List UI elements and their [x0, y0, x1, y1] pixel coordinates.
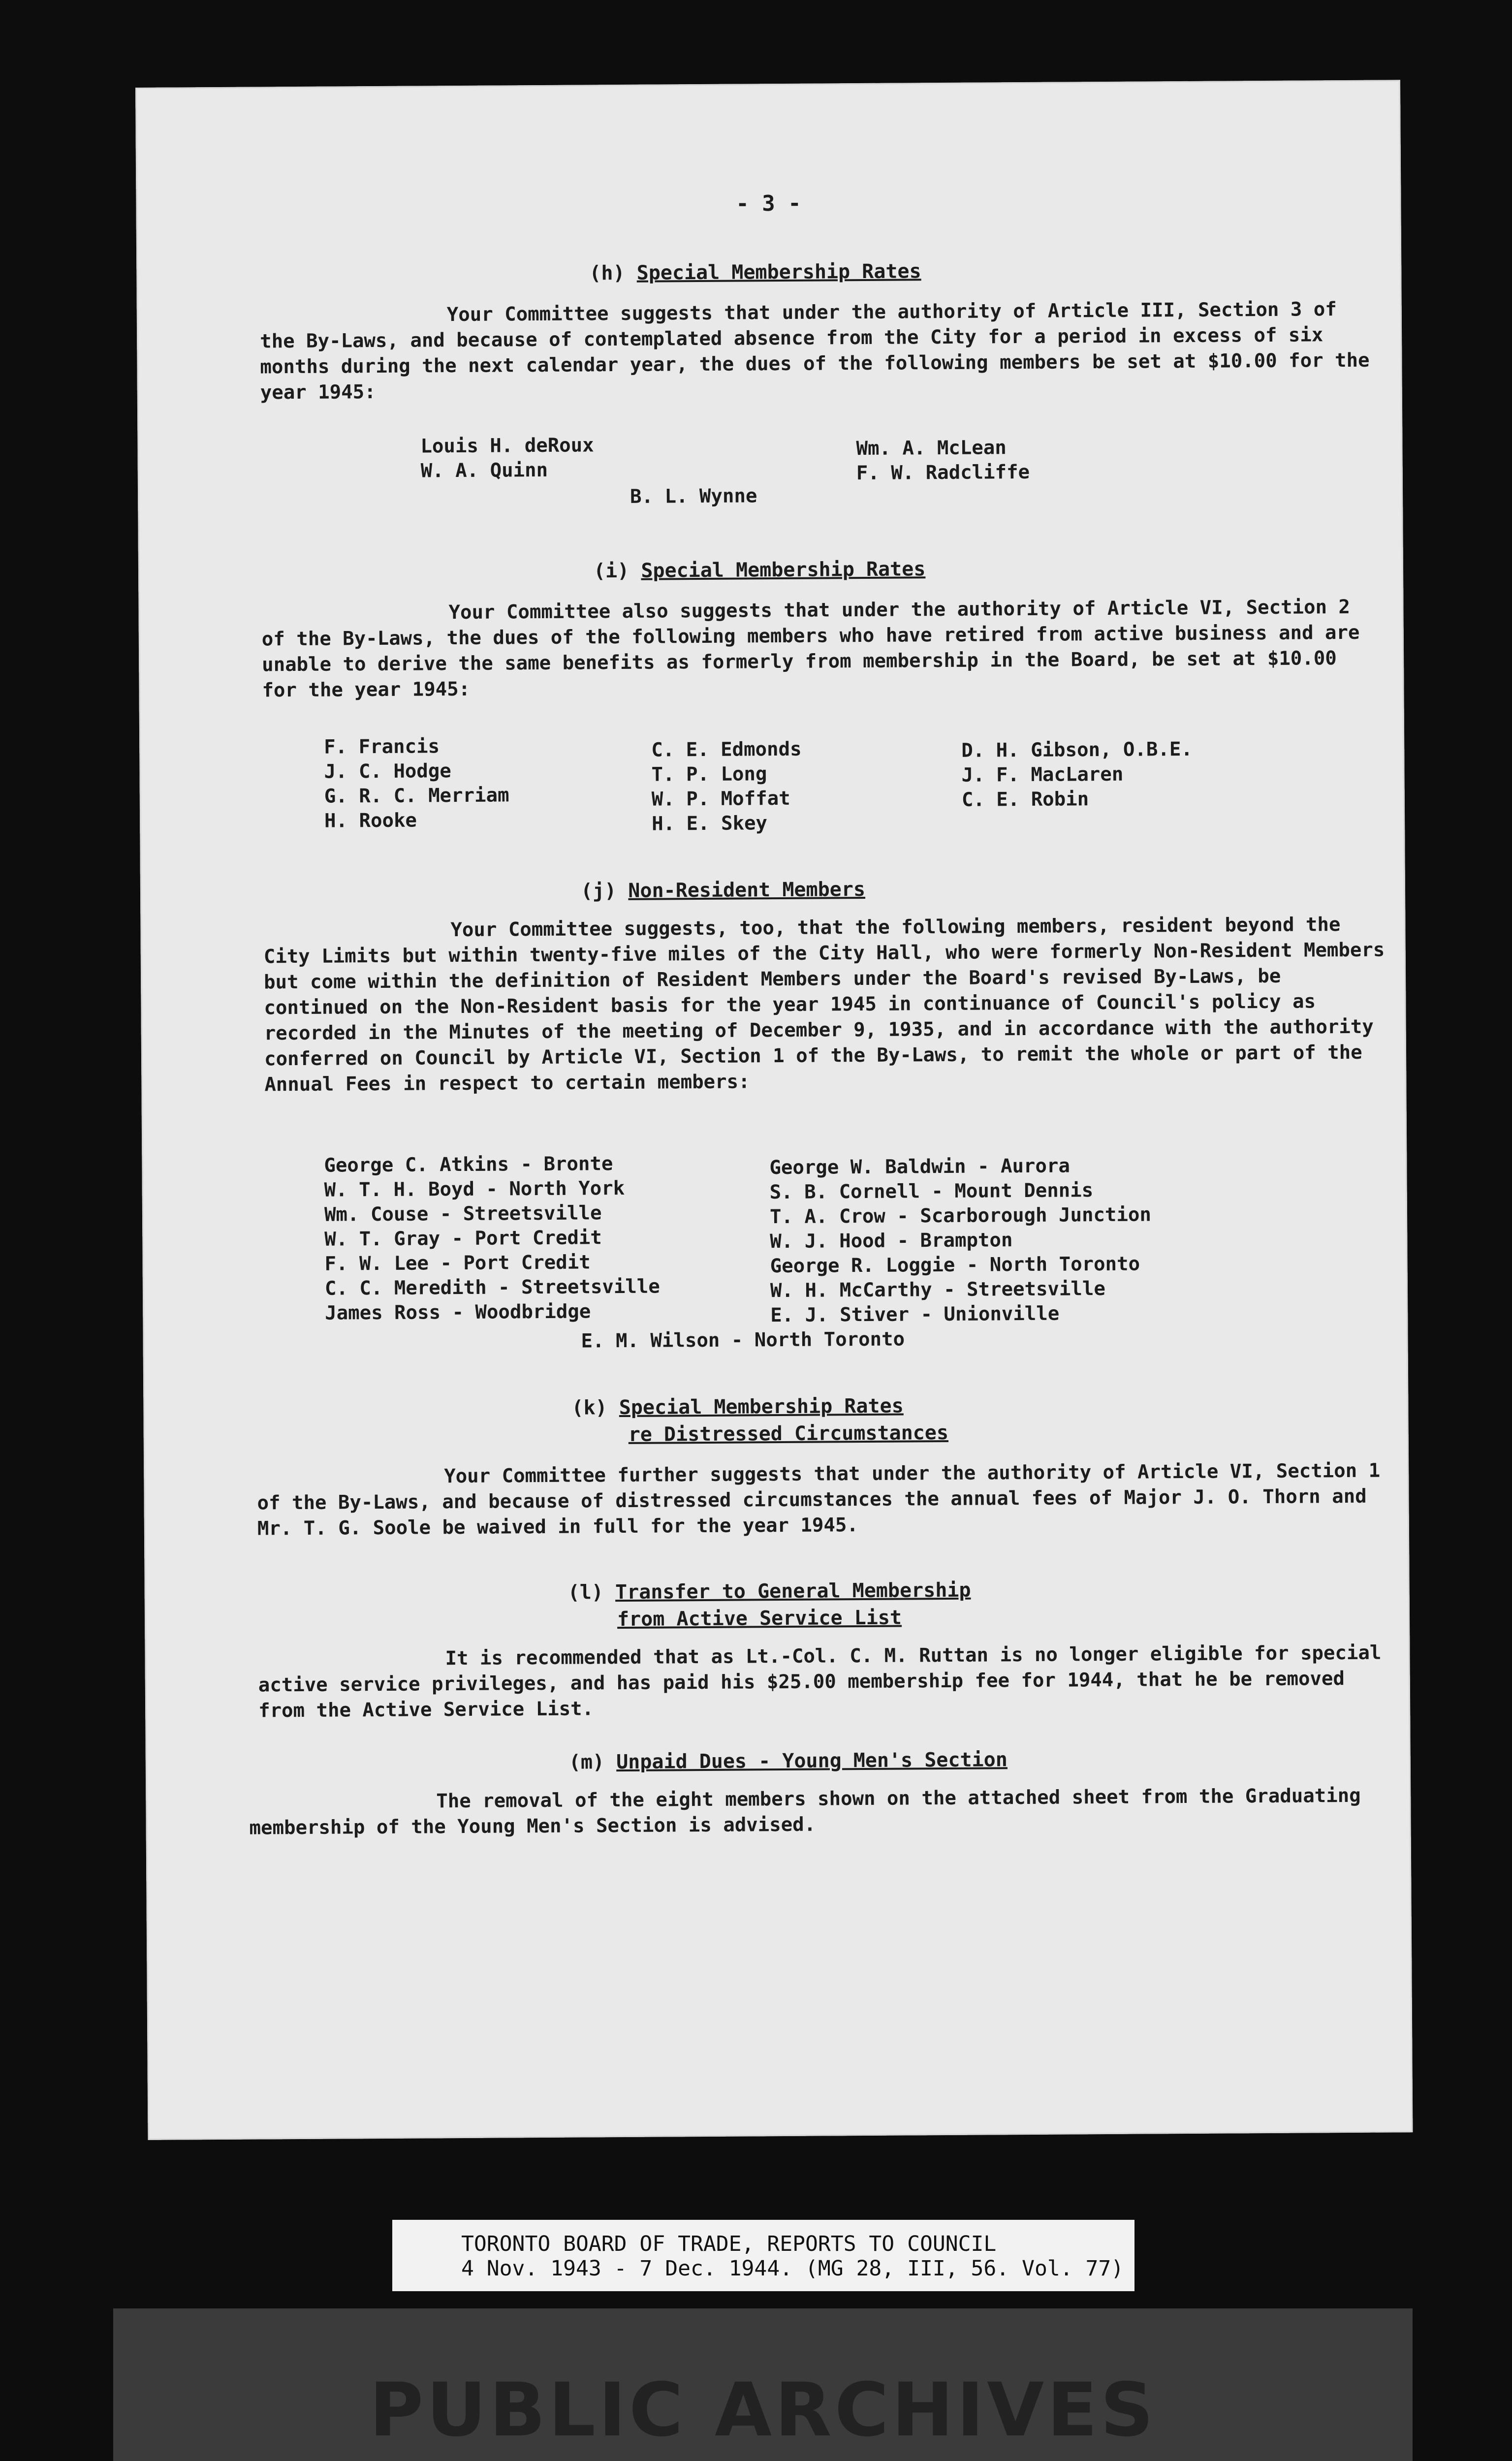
archive-reference-label [392, 2220, 1134, 2291]
member-name: E. M. Wilson - North Toronto [581, 1328, 905, 1353]
section-i-letter: (i) [593, 559, 630, 583]
stamp-line1: PUBLIC ARCHIVES [369, 2367, 1157, 2453]
member-name: H. E. Skey [652, 812, 768, 835]
section-l-subtitle [617, 1607, 902, 1631]
member-name: B. L. Wynne [630, 485, 757, 508]
section-l-title: Transfer to General Membership [615, 1578, 971, 1604]
section-l-heading [568, 1579, 971, 1604]
section-k-title-line2: re Distressed Circumstances [628, 1421, 949, 1446]
document-page [135, 80, 1413, 2140]
member-name: T. A. Crow - Scarborough Junction [769, 1203, 1152, 1229]
member-name: W. H. McCarthy - Streetsville [770, 1278, 1106, 1302]
section-l-letter: (l) [567, 1581, 604, 1604]
page-number: - 3 - [736, 190, 801, 217]
member-name: D. H. Gibson, O.B.E. [961, 738, 1193, 762]
member-name: W. T. Gray - Port Credit [324, 1227, 602, 1251]
member-name: W. A. Quinn [420, 459, 548, 482]
section-i-heading [594, 558, 926, 582]
section-m-letter: (m) [568, 1751, 605, 1774]
member-name: George R. Loggie - North Toronto [770, 1253, 1140, 1278]
section-m-paragraph: The removal of the eight members shown on the attached sheet from the Graduating membership of the Young Men's Section is advised. [249, 1784, 1361, 1839]
section-h-paragraph: Your Committee suggests that under the authority of Article III, Section 3 of the By-Laws, and because of contemplated absence from the City for a period in excess of six months during the next calendar year, the dues of the following members be set at $10.00 for the year 1945: [260, 298, 1370, 404]
section-k-paragraph: Your Committee further suggests that under the authority of Article VI, Section 1 of the By-Laws, and because of distressed circumstances the annual fees of Major J. O. Thorn and Mr. T. G. Soole be waived in full for the year 1945. [257, 1459, 1381, 1540]
section-k-heading [571, 1395, 904, 1420]
member-name: Wm. Couse - Streetsville [324, 1202, 602, 1226]
member-name: G. R. C. Merriam [324, 784, 509, 808]
section-i-title: Special Membership Rates [641, 558, 926, 582]
member-name: W. J. Hood - Brampton [770, 1229, 1013, 1253]
member-name: J. F. MacLaren [961, 763, 1124, 787]
member-name: C. E. Edmonds [651, 738, 802, 761]
member-name: T. P. Long [651, 763, 767, 786]
member-name: F. Francis [324, 735, 440, 758]
archive-label-line2: 4 Nov. 1943 - 7 Dec. 1944. (MG 28, III, 56. Vol. 77) [461, 2256, 1124, 2281]
section-m-heading [569, 1748, 1008, 1773]
section-j-heading [581, 878, 865, 903]
member-name: F. W. Radcliffe [856, 461, 1030, 485]
member-name: James Ross - Woodbridge [325, 1300, 591, 1325]
section-h-letter: (h) [589, 261, 625, 285]
member-name: George W. Baldwin - Aurora [769, 1155, 1071, 1179]
member-name: Louis H. deRoux [420, 434, 594, 458]
section-k-subtitle [629, 1421, 948, 1446]
member-name: W. T. H. Boyd - North York [324, 1177, 625, 1201]
section-h-title: Special Membership Rates [636, 260, 921, 284]
section-h-heading [589, 260, 921, 284]
archives-watermark-stamp [113, 2308, 1413, 2461]
archive-label-line1: TORONTO BOARD OF TRADE, REPORTS TO COUNCIL [461, 2232, 997, 2256]
section-k-title: Special Membership Rates [619, 1394, 904, 1420]
member-name: C. C. Meredith - Streetsville [324, 1275, 660, 1300]
section-j-letter: (j) [580, 880, 617, 903]
section-k-letter: (k) [571, 1396, 607, 1420]
member-name: George C. Atkins - Bronte [324, 1153, 613, 1177]
member-name: W. P. Moffat [651, 787, 790, 811]
member-name: E. J. Stiver - Unionville [770, 1302, 1060, 1327]
section-j-paragraph: Your Committee suggests, too, that the following members, resident beyond the City Limits but within twenty-five miles of the City Hall, who were formerly Non-Resident Members but come within the definition of Resident Members under the Board's revised By-Laws, be continued on the Non-Resident basis for the year 1945 in continuance of Council's policy as recorded in the Minutes of the meeting of December 9, 1935, and in accordance with the authority conferred on Council by Article VI, Section 1 of the By-Laws, to remit the whole or part of the Annual Fees in respect to certain members: [263, 914, 1385, 1096]
member-name: S. B. Cornell - Mount Dennis [769, 1179, 1094, 1204]
member-name: F. W. Lee - Port Credit [324, 1251, 591, 1275]
member-name: Wm. A. McLean [856, 437, 1007, 460]
member-name: J. C. Hodge [324, 760, 451, 783]
section-i-paragraph: Your Committee also suggests that under the authority of Article VI, Section 2 of the By-Laws, the dues of the following members who have retired from active business and are unable to derive the same benefits as formerly from membership in the Board, be set at $10.00 for the year 1945: [261, 596, 1360, 702]
section-j-title: Non-Resident Members [628, 878, 866, 902]
section-l-title-line2: from Active Service List [617, 1606, 902, 1631]
section-l-paragraph: It is recommended that as Lt.-Col. C. M. Ruttan is no longer eligible for special active service privileges, and has paid his $25.00 membership fee for 1944, that he be removed from the Active Service List. [258, 1641, 1382, 1722]
member-name: H. Rooke [324, 809, 417, 832]
member-name: C. E. Robin [961, 788, 1089, 811]
section-m-title: Unpaid Dues - Young Men's Section [616, 1748, 1008, 1774]
